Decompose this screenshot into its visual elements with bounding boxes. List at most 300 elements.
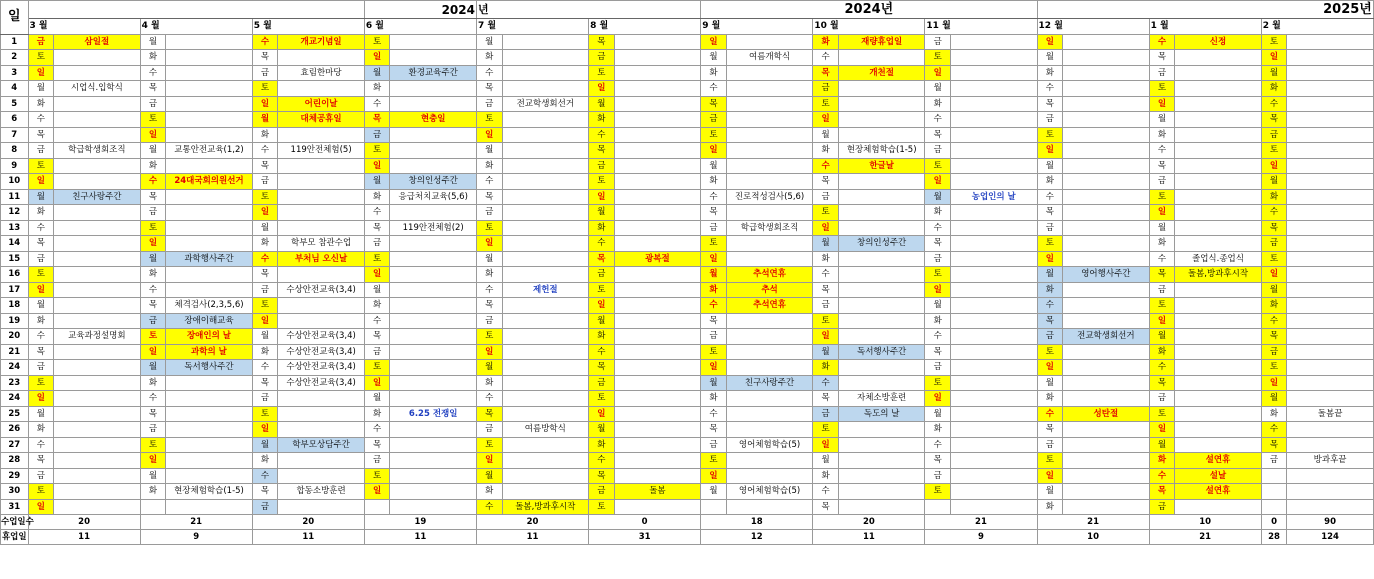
weekday-cell: 수 xyxy=(925,437,951,453)
weekday-cell: 토 xyxy=(476,220,502,236)
weekday-cell: 화 xyxy=(476,158,502,174)
weekday-cell: 금 xyxy=(28,468,54,484)
event-cell xyxy=(278,391,365,407)
event-cell xyxy=(838,313,925,329)
event-cell xyxy=(278,453,365,469)
event-cell xyxy=(502,220,589,236)
weekday-cell: 토 xyxy=(925,50,951,66)
event-cell xyxy=(838,50,925,66)
event-cell: 합동소방훈련 xyxy=(278,484,365,500)
day-number: 6 xyxy=(1,112,29,128)
weekday-cell: 화 xyxy=(1037,282,1063,298)
event-cell xyxy=(1287,236,1374,252)
event-cell xyxy=(838,453,925,469)
holidays-value: 12 xyxy=(701,530,813,545)
weekday-cell: 일 xyxy=(1037,468,1063,484)
event-cell xyxy=(614,112,701,128)
event-cell xyxy=(54,251,141,267)
weekday-cell: 월 xyxy=(28,189,54,205)
weekday-cell: 토 xyxy=(925,267,951,283)
weekday-cell: 월 xyxy=(813,127,839,143)
event-cell xyxy=(502,360,589,376)
weekday-cell: 화 xyxy=(476,375,502,391)
day-number: 29 xyxy=(1,468,29,484)
event-cell: 여름방학식 xyxy=(502,422,589,438)
event-cell xyxy=(1175,81,1262,97)
weekday-cell: 토 xyxy=(28,267,54,283)
weekday-cell: 수 xyxy=(28,437,54,453)
weekday-cell: 수 xyxy=(589,453,615,469)
weekday-cell: 일 xyxy=(364,50,390,66)
event-cell: 졸업식.종업식 xyxy=(1175,251,1262,267)
event-cell: 창의인성주간 xyxy=(390,174,477,190)
event-cell xyxy=(54,236,141,252)
weekday-cell: 화 xyxy=(476,484,502,500)
event-cell xyxy=(726,313,813,329)
weekday-cell: 수 xyxy=(1261,205,1287,221)
event-cell xyxy=(614,406,701,422)
weekday-cell: 일 xyxy=(701,143,727,159)
weekday-cell: 금 xyxy=(925,468,951,484)
event-cell xyxy=(278,189,365,205)
weekday-cell: 화 xyxy=(28,96,54,112)
weekday-cell: 화 xyxy=(140,50,166,66)
weekday-cell: 금 xyxy=(589,50,615,66)
weekday-cell: 화 xyxy=(1149,127,1175,143)
weekday-cell: 수 xyxy=(701,81,727,97)
weekday-cell: 수 xyxy=(589,344,615,360)
weekday-cell: 수 xyxy=(364,422,390,438)
event-cell: 돌봄 xyxy=(614,484,701,500)
weekday-cell: 토 xyxy=(140,437,166,453)
weekday-cell: 일 xyxy=(252,422,278,438)
holidays-value: 11 xyxy=(28,530,140,545)
day-number: 20 xyxy=(1,329,29,345)
event-cell xyxy=(950,143,1037,159)
day-number: 11 xyxy=(1,189,29,205)
event-cell xyxy=(726,65,813,81)
weekday-cell: 일 xyxy=(28,174,54,190)
event-cell xyxy=(614,189,701,205)
weekday-cell: 목 xyxy=(589,360,615,376)
weekday-cell: 금 xyxy=(1149,391,1175,407)
event-cell xyxy=(1287,158,1374,174)
day-number: 28 xyxy=(1,453,29,469)
weekday-cell: 금 xyxy=(1149,65,1175,81)
weekday-cell: 일 xyxy=(925,174,951,190)
event-cell xyxy=(1175,112,1262,128)
event-cell xyxy=(1063,282,1150,298)
weekday-cell: 토 xyxy=(1149,298,1175,314)
day-number: 5 xyxy=(1,96,29,112)
weekday-cell: 토 xyxy=(140,329,166,345)
weekday-cell: 금 xyxy=(140,205,166,221)
event-cell xyxy=(726,112,813,128)
weekday-cell: 일 xyxy=(140,127,166,143)
weekday-cell: 화 xyxy=(140,158,166,174)
weekday-cell: 일 xyxy=(813,220,839,236)
weekday-cell: 목 xyxy=(364,112,390,128)
event-cell: 응급처치교육(5,6) xyxy=(390,189,477,205)
weekday-cell: 토 xyxy=(28,158,54,174)
event-cell xyxy=(166,236,253,252)
weekday-cell: 화 xyxy=(925,96,951,112)
event-cell xyxy=(838,437,925,453)
event-cell xyxy=(950,282,1037,298)
weekday-cell: 토 xyxy=(364,360,390,376)
event-cell xyxy=(614,344,701,360)
event-cell xyxy=(390,251,477,267)
weekday-cell: 월 xyxy=(1037,267,1063,283)
event-cell xyxy=(54,313,141,329)
weekday-cell: 화 xyxy=(252,127,278,143)
weekday-cell: 금 xyxy=(1037,329,1063,345)
event-cell xyxy=(1175,50,1262,66)
weekday-cell: 월 xyxy=(701,50,727,66)
event-cell xyxy=(54,298,141,314)
event-cell xyxy=(1175,220,1262,236)
day-number: 21 xyxy=(1,344,29,360)
event-cell xyxy=(390,422,477,438)
school-days-total: 90 xyxy=(1287,515,1374,530)
weekday-cell: 토 xyxy=(925,375,951,391)
weekday-cell: 금 xyxy=(589,375,615,391)
weekday-cell: 목 xyxy=(364,437,390,453)
weekday-cell: 월 xyxy=(28,81,54,97)
event-cell xyxy=(726,344,813,360)
calendar-row xyxy=(1,499,1374,515)
event-cell: 농업인의 날 xyxy=(950,189,1037,205)
weekday-cell: 월 xyxy=(925,406,951,422)
weekday-cell: 목 xyxy=(1149,158,1175,174)
weekday-cell: 수 xyxy=(813,267,839,283)
holidays-value: 31 xyxy=(589,530,701,545)
holidays-value: 10 xyxy=(1037,530,1149,545)
calendar-row xyxy=(1,205,1374,221)
weekday-cell: 토 xyxy=(813,422,839,438)
weekday-cell: 금 xyxy=(364,236,390,252)
weekday-cell: 수 xyxy=(140,174,166,190)
weekday-cell: 목 xyxy=(813,391,839,407)
event-cell xyxy=(614,468,701,484)
event-cell xyxy=(838,329,925,345)
event-cell xyxy=(614,391,701,407)
weekday-cell: 일 xyxy=(1037,34,1063,50)
event-cell xyxy=(838,112,925,128)
weekday-cell: 토 xyxy=(1037,453,1063,469)
weekday-cell: 토 xyxy=(476,437,502,453)
weekday-cell: 목 xyxy=(140,189,166,205)
event-cell xyxy=(1063,65,1150,81)
event-cell: 부처님 오신날 xyxy=(278,251,365,267)
event-cell xyxy=(166,267,253,283)
event-cell: 전교학생회선거 xyxy=(502,96,589,112)
event-cell xyxy=(502,34,589,50)
event-cell: 어린이날 xyxy=(278,96,365,112)
weekday-cell: 금 xyxy=(364,344,390,360)
month-header: 1 월 xyxy=(1149,19,1261,35)
event-cell xyxy=(54,499,141,515)
event-cell xyxy=(1063,189,1150,205)
event-cell xyxy=(838,96,925,112)
event-cell xyxy=(502,112,589,128)
event-cell xyxy=(614,127,701,143)
event-cell xyxy=(726,205,813,221)
event-cell xyxy=(1175,127,1262,143)
weekday-cell: 금 xyxy=(252,65,278,81)
year-left-spacer xyxy=(28,1,364,19)
event-cell xyxy=(1063,298,1150,314)
weekday-cell: 목 xyxy=(476,189,502,205)
weekday-cell: 목 xyxy=(1149,375,1175,391)
weekday-cell: 금 xyxy=(589,484,615,500)
weekday-cell: 토 xyxy=(1037,344,1063,360)
weekday-cell: 화 xyxy=(813,143,839,159)
event-cell xyxy=(838,267,925,283)
year-mid-label: 2024년 xyxy=(701,1,1037,19)
weekday-cell: 수 xyxy=(364,96,390,112)
weekday-cell: 토 xyxy=(140,112,166,128)
day-number: 15 xyxy=(1,251,29,267)
event-cell xyxy=(726,499,813,515)
weekday-cell: 수 xyxy=(1149,143,1175,159)
event-cell: 학부모 참관수업 xyxy=(278,236,365,252)
month-header: 4 월 xyxy=(140,19,252,35)
weekday-cell: 토 xyxy=(589,499,615,515)
event-cell xyxy=(1063,360,1150,376)
event-cell xyxy=(950,313,1037,329)
event-cell xyxy=(278,158,365,174)
year-right-label: 2025년 xyxy=(1037,1,1373,19)
calendar-row xyxy=(1,391,1374,407)
weekday-cell: 금 xyxy=(925,34,951,50)
weekday-cell: 일 xyxy=(28,282,54,298)
weekday-cell: 금 xyxy=(701,220,727,236)
weekday-cell: 금 xyxy=(28,34,54,50)
weekday-cell: 화 xyxy=(589,437,615,453)
event-cell xyxy=(614,158,701,174)
event-cell: 진로적성검사(5,6) xyxy=(726,189,813,205)
event-cell xyxy=(1175,437,1262,453)
event-cell: 현장체험학습(1-5) xyxy=(838,143,925,159)
weekday-cell: 토 xyxy=(1261,143,1287,159)
event-cell xyxy=(950,127,1037,143)
weekday-cell: 화 xyxy=(1261,406,1287,422)
event-cell xyxy=(54,158,141,174)
weekday-cell: 목 xyxy=(1149,267,1175,283)
event-cell xyxy=(54,360,141,376)
holidays-value: 11 xyxy=(364,530,476,545)
weekday-cell: 목 xyxy=(252,50,278,66)
weekday-cell: 목 xyxy=(476,406,502,422)
event-cell xyxy=(1175,96,1262,112)
event-cell xyxy=(950,205,1037,221)
weekday-cell: 목 xyxy=(1037,313,1063,329)
event-cell xyxy=(54,50,141,66)
event-cell xyxy=(726,96,813,112)
weekday-cell: 토 xyxy=(364,34,390,50)
event-cell xyxy=(1287,81,1374,97)
event-cell xyxy=(950,81,1037,97)
weekday-cell: 금 xyxy=(28,143,54,159)
event-cell xyxy=(1287,65,1374,81)
weekday-cell: 화 xyxy=(140,484,166,500)
month-header: 10 월 xyxy=(813,19,925,35)
event-cell xyxy=(502,313,589,329)
event-cell xyxy=(1175,158,1262,174)
event-cell xyxy=(278,499,365,515)
weekday-cell: 화 xyxy=(701,282,727,298)
event-cell xyxy=(390,267,477,283)
event-cell xyxy=(390,391,477,407)
event-cell xyxy=(166,205,253,221)
event-cell xyxy=(1063,499,1150,515)
day-number: 2 xyxy=(1,50,29,66)
weekday-cell: 토 xyxy=(1037,127,1063,143)
event-cell xyxy=(726,391,813,407)
event-cell xyxy=(1287,189,1374,205)
weekday-cell: 월 xyxy=(1261,282,1287,298)
weekday-cell: 월 xyxy=(813,236,839,252)
event-cell: 설연휴 xyxy=(1175,484,1262,500)
weekday-cell: 월 xyxy=(252,112,278,128)
weekday-cell: 금 xyxy=(364,453,390,469)
holidays-label: 휴업일 xyxy=(1,530,29,545)
weekday-cell: 수 xyxy=(701,406,727,422)
weekday-cell: 목 xyxy=(701,205,727,221)
event-cell xyxy=(1063,391,1150,407)
event-cell xyxy=(390,96,477,112)
event-cell xyxy=(54,65,141,81)
event-cell xyxy=(54,406,141,422)
event-cell xyxy=(390,313,477,329)
weekday-cell: 토 xyxy=(589,174,615,190)
weekday-cell: 월 xyxy=(589,205,615,221)
weekday-cell: 목 xyxy=(252,267,278,283)
event-cell xyxy=(1063,81,1150,97)
weekday-cell: 금 xyxy=(1261,344,1287,360)
event-cell xyxy=(838,360,925,376)
weekday-cell: 수 xyxy=(1261,422,1287,438)
event-cell xyxy=(1063,251,1150,267)
weekday-cell: 월 xyxy=(1261,391,1287,407)
event-cell xyxy=(166,282,253,298)
weekday-cell: 화 xyxy=(589,329,615,345)
event-cell xyxy=(726,422,813,438)
weekday-cell: 화 xyxy=(701,65,727,81)
event-cell xyxy=(950,220,1037,236)
event-cell: 설연휴 xyxy=(1175,453,1262,469)
weekday-cell: 목 xyxy=(364,220,390,236)
weekday-cell: 일 xyxy=(252,205,278,221)
event-cell: 개교기념일 xyxy=(278,34,365,50)
weekday-cell: 금 xyxy=(140,422,166,438)
event-cell xyxy=(502,484,589,500)
weekday-cell: 월 xyxy=(1037,484,1063,500)
event-cell xyxy=(838,127,925,143)
event-cell xyxy=(950,437,1037,453)
calendar-row xyxy=(1,65,1374,81)
event-cell xyxy=(390,205,477,221)
weekday-cell: 일 xyxy=(589,406,615,422)
event-cell xyxy=(166,50,253,66)
event-cell xyxy=(502,174,589,190)
weekday-cell: 화 xyxy=(1261,81,1287,97)
weekday-cell: 일 xyxy=(476,453,502,469)
event-cell xyxy=(614,499,701,515)
weekday-cell: 수 xyxy=(28,220,54,236)
event-cell xyxy=(614,329,701,345)
weekday-cell: 금 xyxy=(813,81,839,97)
weekday-cell: 수 xyxy=(701,189,727,205)
event-cell xyxy=(1287,313,1374,329)
event-cell xyxy=(54,174,141,190)
weekday-cell: 토 xyxy=(364,143,390,159)
event-cell xyxy=(726,251,813,267)
weekday-cell: 월 xyxy=(1037,50,1063,66)
event-cell xyxy=(1175,499,1262,515)
weekday-cell: 화 xyxy=(1037,499,1063,515)
weekday-cell: 화 xyxy=(1037,65,1063,81)
year-left-label: 2024 xyxy=(364,1,476,19)
weekday-cell: 일 xyxy=(589,189,615,205)
event-cell xyxy=(1287,499,1374,515)
weekday-cell: 수 xyxy=(140,282,166,298)
calendar-row xyxy=(1,313,1374,329)
calendar-row xyxy=(1,34,1374,50)
event-cell: 환경교육주간 xyxy=(390,65,477,81)
weekday-cell: 목 xyxy=(925,236,951,252)
event-cell xyxy=(166,468,253,484)
calendar-row xyxy=(1,375,1374,391)
day-number: 19 xyxy=(1,313,29,329)
weekday-cell: 토 xyxy=(476,329,502,345)
holidays-value: 28 xyxy=(1261,530,1287,545)
weekday-cell: 수 xyxy=(1149,468,1175,484)
event-cell xyxy=(390,282,477,298)
weekday-cell: 수 xyxy=(476,65,502,81)
event-cell xyxy=(1063,422,1150,438)
event-cell xyxy=(838,282,925,298)
event-cell: 여름개학식 xyxy=(726,50,813,66)
weekday-cell: 화 xyxy=(476,50,502,66)
event-cell xyxy=(950,422,1037,438)
event-cell xyxy=(278,127,365,143)
event-cell xyxy=(1063,344,1150,360)
weekday-cell: 토 xyxy=(925,158,951,174)
weekday-cell: 금 xyxy=(1149,174,1175,190)
calendar-row xyxy=(1,143,1374,159)
event-cell xyxy=(166,391,253,407)
weekday-cell: 월 xyxy=(701,375,727,391)
event-cell xyxy=(838,251,925,267)
event-cell xyxy=(502,375,589,391)
event-cell xyxy=(502,127,589,143)
weekday-cell: 수 xyxy=(252,34,278,50)
event-cell xyxy=(614,81,701,97)
weekday-cell: 토 xyxy=(252,406,278,422)
event-cell xyxy=(614,65,701,81)
weekday-cell: 월 xyxy=(364,391,390,407)
holidays-value: 9 xyxy=(925,530,1037,545)
event-cell xyxy=(726,360,813,376)
event-cell xyxy=(950,453,1037,469)
event-cell xyxy=(166,96,253,112)
weekday-cell: 화 xyxy=(925,313,951,329)
weekday-cell: 화 xyxy=(1261,298,1287,314)
event-cell xyxy=(1287,282,1374,298)
weekday-cell: 월 xyxy=(813,344,839,360)
